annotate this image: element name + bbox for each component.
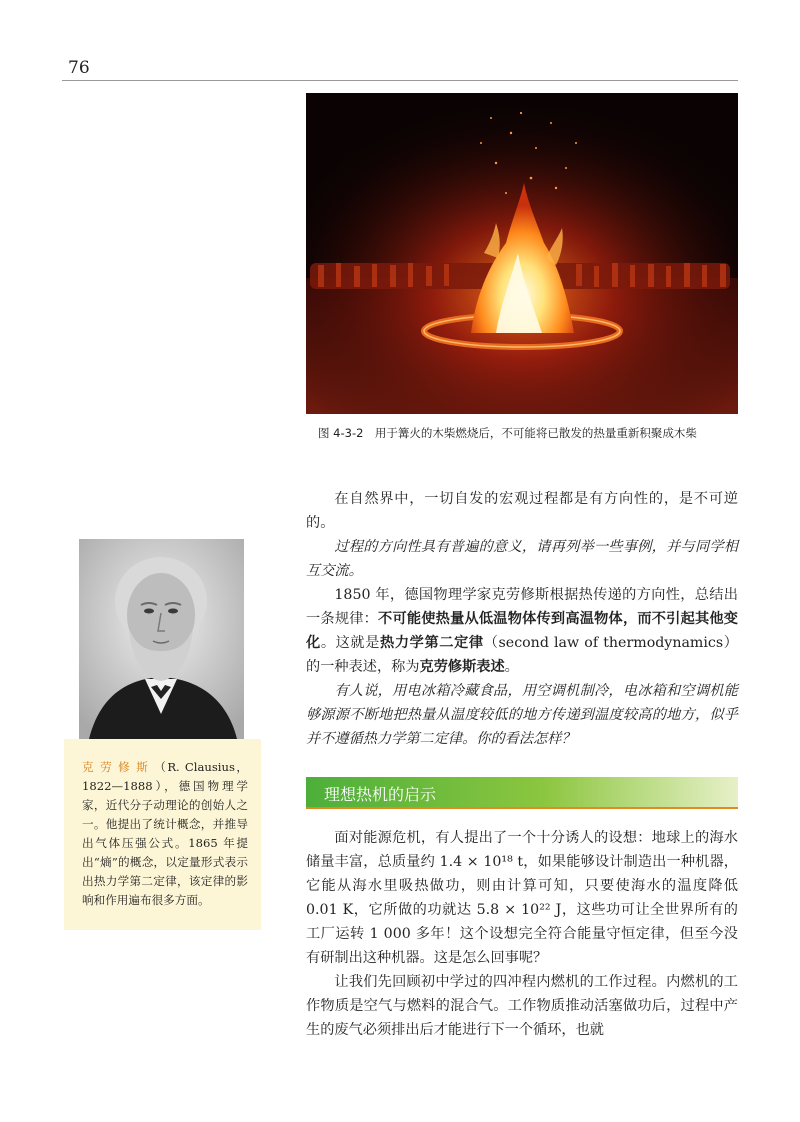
body-text-lower xyxy=(306,826,738,1042)
paragraph: 面对能源危机，有人提出了一个十分诱人的设想：地球上的海水储量丰富，总质量约 1.4 × 10¹⁸ t，如果能够设计制造出一种机器，它能从海水里吸热做功，则由计算可知，只要使海水的温度降低 0.01 K，它所做的功就达 5.8 × 10²² J，这些功可让全世界所有的工厂运转 1 000 多年！这个设想完全符合能量守恒定律，但至今没有研制出这种机器。这是怎么回事呢？ xyxy=(306,830,738,966)
text-run: 。 xyxy=(504,659,519,675)
bold-term: 不可能使热量从低温物体传到高温物体，而不引起其他变化 xyxy=(306,611,738,651)
paragraph-second-law xyxy=(306,583,738,679)
header-rule xyxy=(62,80,738,81)
paragraph: 在自然界中，一切自发的宏观过程都是有方向性的，是不可逆的。 xyxy=(306,491,738,531)
paragraph-question: 有人说，用电冰箱冷藏食品，用空调机制冷，电冰箱和空调机能够源源不断地把热量从温度较低的地方传递到温度较高的地方，似乎并不遵循热力学第二定律。你的看法怎样？ xyxy=(306,683,738,747)
paragraph-discussion: 过程的方向性具有普遍的意义，请再列举一些事例，并与同学相互交流。 xyxy=(306,539,738,579)
text-run: 。这就是 xyxy=(320,635,381,651)
text-run: （second law of thermodynamics）的一种表述，称为 xyxy=(306,635,738,675)
page-number: 76 xyxy=(68,58,90,78)
clausius-portrait xyxy=(79,539,244,739)
paragraph: 让我们先回顾初中学过的四冲程内燃机的工作过程。内燃机的工作物质是空气与燃料的混合气。工作物质推动活塞做功后，过程中产生的废气必须排出后才能进行下一个循环，也就 xyxy=(306,974,738,1038)
text-run: 1850 年，德国物理学家克劳修斯根据热传递的方向性，总结出一条规律： xyxy=(306,587,738,627)
bold-term: 克劳修斯表述 xyxy=(419,659,505,675)
bold-term: 热力学第二定律 xyxy=(380,635,484,651)
scientist-name: 克劳修斯 xyxy=(82,760,155,774)
figure-caption: 图 4-3-2 用于篝火的木柴燃烧后，不可能将已散发的热量重新积聚成木柴 xyxy=(318,426,697,440)
section-title: 理想热机的启示 xyxy=(324,785,437,804)
biography-body: （R. Clausius，1822—1888），德国物理学家，近代分子动理论的创始人之一。他提出了统计概念，并推导出气体压强公式。1865 年提出“熵”的概念，以定量形式表示出热力学第二定律，该定律的影响和作用遍布很多方面。 xyxy=(82,760,248,907)
section-heading xyxy=(306,777,738,809)
body-text-upper xyxy=(306,487,738,751)
biography-text xyxy=(82,758,248,910)
campfire-photo xyxy=(306,93,738,414)
